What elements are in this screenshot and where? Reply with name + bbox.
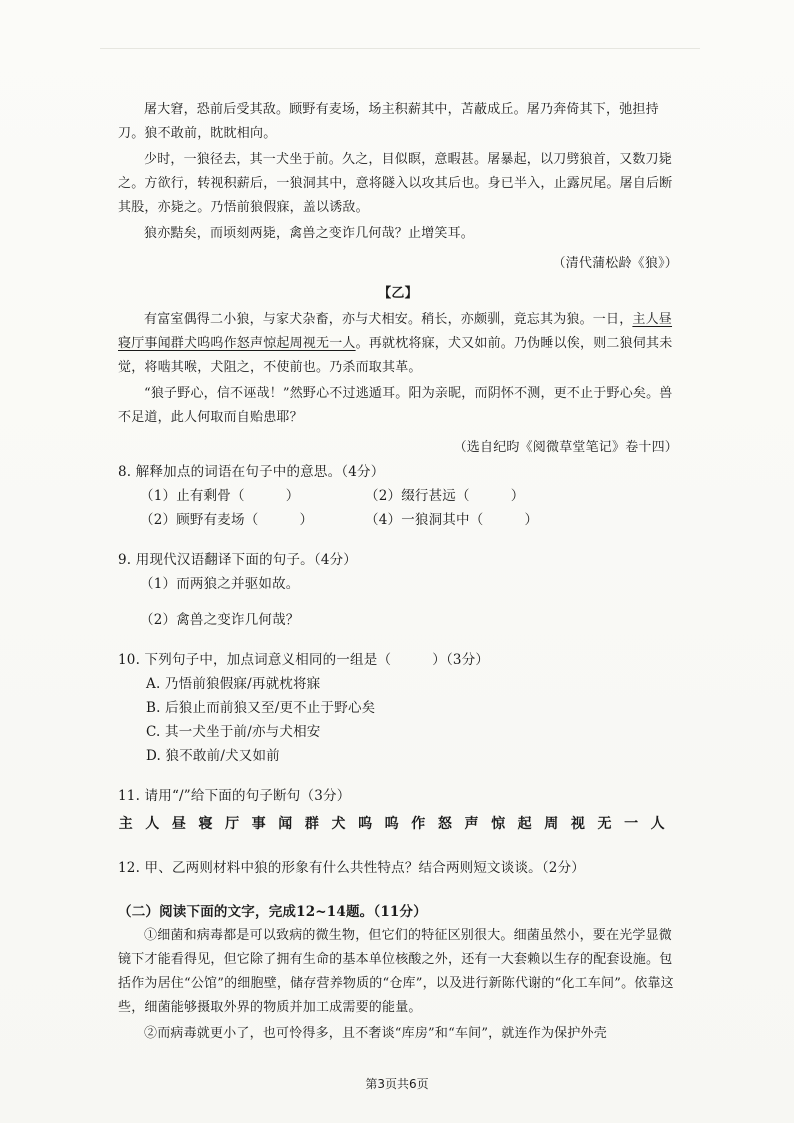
passage-yi-label: 【乙】: [378, 286, 418, 301]
question-12-stem: 12. 甲、乙两则材料中狼的形象有什么共性特点？结合两则短文谈谈。（2分）: [118, 860, 585, 876]
passage-jia-paragraph-3: 狼亦黠矣，而顷刻两毙，禽兽之变诈几何哉？止增笑耳。: [144, 226, 475, 241]
question-8-item-4: （4）一狼洞其中（ ）: [365, 512, 539, 528]
passage-yi-underlined-sentence: 主人昼寝厅事闻群犬呜呜作怒声惊起周视无一人: [118, 312, 673, 351]
passage-yi-text-a: 有富室偶得二小狼，与家犬杂畜，亦与犬相安。稍长，亦颇驯，竟忘其为狼。一日，: [144, 312, 633, 327]
question-8-item-2: （2）缀行甚远（ ）: [365, 488, 525, 504]
question-11-sentence: 主人昼寝厅事闻群犬呜呜作怒声惊起周视无一人: [118, 816, 678, 832]
passage-jia-source: （清代蒲松龄《狼》）: [552, 256, 678, 271]
question-11-stem: 11. 请用“/”给下面的句子断句（3分）: [118, 788, 351, 804]
question-8-stem: 8. 解释加点的词语在句子中的意思。（4分）: [118, 464, 385, 480]
passage-jia-paragraph-1: 屠大窘，恐前后受其敌。顾野有麦场，场主积薪其中，苫蔽成丘。屠乃奔倚其下，弛担持刀。狼不敢前，眈眈相向。: [118, 102, 659, 141]
question-10-option-d: D. 狼不敢前/犬又如前: [146, 748, 280, 764]
question-10-stem: 10. 下列句子中，加点词意义相同的一组是（ ）（3分）: [118, 652, 490, 668]
question-10-option-a: A. 乃悟前狼假寐/再就枕将寐: [146, 676, 321, 692]
question-9-item-1: （1）而两狼之并驱如故。: [140, 576, 300, 592]
page-content: [118, 98, 678, 1046]
question-8-row-2: [118, 508, 678, 532]
question-8-item-3: （2）顾野有麦场（ ）: [140, 512, 314, 528]
question-8-row-1: [118, 484, 678, 508]
passage-yi-paragraph-1: [118, 308, 678, 380]
question-9-stem: 9. 用现代汉语翻译下面的句子。（4分）: [118, 552, 358, 568]
section-2-paragraph-2: ②而病毒就更小了，也可怜得多，且不奢谈“库房”和“车间”，就连作为保护外壳: [144, 1026, 607, 1041]
passage-yi-text-b: 。再就枕将寐，犬又如前。乃伪睡以俟，则二狼伺其未觉，将啮其喉，犬阻之，不使前也。乃杀而取其革。: [118, 336, 673, 375]
top-rule: [100, 48, 700, 49]
section-2-heading: （二）阅读下面的文字，完成12~14题。（11分）: [118, 904, 427, 920]
question-10-option-b: B. 后狼止而前狼又至/更不止于野心矣: [146, 700, 376, 716]
passage-jia-paragraph-2: 少时，一狼径去，其一犬坐于前。久之，目似瞑，意暇甚。屠暴起，以刀劈狼首，又数刀毙之。方欲行，转视积薪后，一狼洞其中，意将隧入以攻其后也。身已半入，止露尻尾。屠自后断其股，亦毙之。乃悟前狼假寐，盖以诱敌。: [118, 152, 673, 215]
question-9-item-2: （2）禽兽之变诈几何哉？: [140, 612, 300, 628]
page-number-footer: 第3页共6页: [365, 1077, 429, 1091]
passage-yi-paragraph-2: “狼子野心，信不诬哉！”然野心不过逃遁耳。阳为亲昵，而阴怀不测，更不止于野心矣。兽不足道，此人何取而自贻患耶？: [118, 386, 673, 425]
passage-yi-source: （选自纪昀《阅微草堂笔记》卷十四）: [453, 440, 678, 455]
section-2-paragraph-1: ①细菌和病毒都是可以致病的微生物，但它们的特征区别很大。细菌虽然小，要在光学显微镜下才能看得见，但它除了拥有生命的基本单位核酸之外，还有一大套赖以生存的配套设施。包括作为居住“公馆”的细胞壁，储存营养物质的“仓库”，以及进行新陈代谢的“化工车间”。依靠这些，细菌能够摄取外界的物质并加工成需要的能量。: [118, 928, 674, 1015]
question-8-item-1: （1）止有剩骨（ ）: [140, 488, 300, 504]
question-10-option-c: C. 其一犬坐于前/亦与犬相安: [146, 724, 321, 740]
